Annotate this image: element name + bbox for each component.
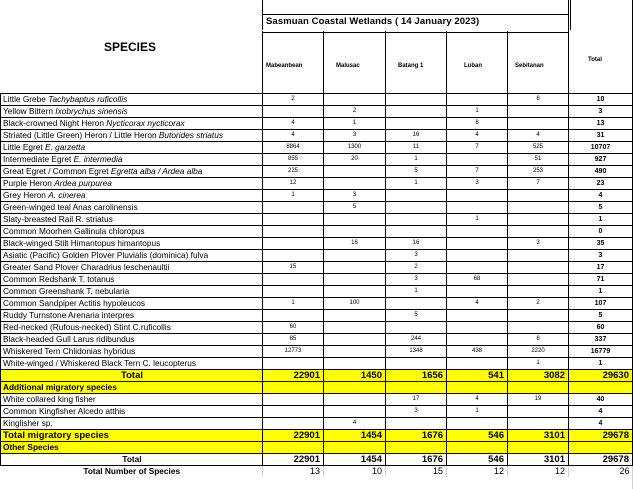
species-name-cell[interactable] [1, 334, 263, 346]
count-cell[interactable] [263, 250, 324, 262]
count-cell[interactable]: 3 [569, 106, 633, 118]
count-cell[interactable]: 1 [508, 358, 569, 370]
count-cell[interactable] [447, 310, 508, 322]
count-cell[interactable] [324, 226, 386, 238]
count-cell[interactable] [386, 106, 447, 118]
table-row [1, 262, 633, 274]
count-cell[interactable]: 1 [386, 178, 447, 190]
count-cell[interactable] [324, 310, 386, 322]
count-cell[interactable]: 4 [447, 130, 508, 142]
count-cell[interactable]: 0 [569, 226, 633, 238]
summary-value[interactable]: 546 [447, 454, 508, 466]
table-row [1, 106, 633, 118]
empty-cell[interactable] [447, 382, 508, 394]
summary-value[interactable]: 1656 [386, 370, 447, 382]
table-row [1, 358, 633, 370]
count-cell[interactable]: 5 [324, 202, 386, 214]
count-cell[interactable] [508, 202, 569, 214]
common-name: Common Sandpiper Actitis hypoleucos [3, 298, 146, 308]
table-row [1, 226, 633, 238]
count-cell[interactable]: 3 [386, 274, 447, 286]
col-header-total: Total [588, 57, 602, 63]
table-row [1, 214, 633, 226]
common-name: Black-winged Stilt Himantopus himantopus [3, 238, 161, 248]
species-name-cell[interactable]: Kinglisher sp. [1, 418, 263, 430]
species-name-cell[interactable] [1, 250, 263, 262]
count-cell[interactable] [447, 322, 508, 334]
count-cell[interactable]: 4 [508, 130, 569, 142]
summary-value[interactable]: 1454 [324, 454, 386, 466]
common-name: Little Egret [3, 142, 45, 152]
summary-value[interactable]: 29630 [569, 370, 633, 382]
summary-label[interactable]: Total migratory species [1, 430, 263, 442]
count-cell[interactable] [324, 262, 386, 274]
count-cell[interactable]: 7 [508, 178, 569, 190]
species-name-cell[interactable] [1, 298, 263, 310]
empty-cell[interactable] [508, 442, 569, 454]
count-cell[interactable]: 2220 [508, 346, 569, 358]
common-name: Intermediate Egret [3, 154, 74, 164]
count-cell[interactable] [386, 322, 447, 334]
species-heading: SPECIES [104, 40, 157, 54]
species-name-cell[interactable] [1, 202, 263, 214]
count-cell[interactable] [447, 262, 508, 274]
count-cell[interactable] [263, 238, 324, 250]
count-cell[interactable] [447, 94, 508, 106]
count-cell[interactable] [508, 310, 569, 322]
count-cell[interactable]: 2 [508, 298, 569, 310]
count-cell[interactable]: 4 [263, 130, 324, 142]
count-cell[interactable]: 1 [569, 286, 633, 298]
summary-value[interactable]: 22901 [263, 370, 324, 382]
count-cell[interactable] [447, 286, 508, 298]
table-row [1, 178, 633, 190]
col-header-malusac: Malusac [336, 63, 360, 69]
species-name-cell[interactable]: Common Kingfisher Alcedo atthis [1, 406, 263, 418]
summary-value[interactable]: 29678 [569, 430, 633, 442]
count-cell[interactable]: 16 [386, 238, 447, 250]
species-name-cell[interactable] [1, 130, 263, 142]
count-cell[interactable] [324, 166, 386, 178]
section-header-row [1, 442, 633, 454]
summary-value[interactable]: 29678 [569, 454, 633, 466]
common-name: Yellow Bittern [3, 106, 56, 116]
table-row [1, 406, 633, 418]
count-cell[interactable]: 1 [447, 106, 508, 118]
count-cell[interactable] [324, 358, 386, 370]
count-cell[interactable]: 85 [263, 334, 324, 346]
table-row [1, 334, 633, 346]
count-cell[interactable]: 4 [569, 418, 633, 430]
species-name-cell[interactable]: White collared king fisher [1, 394, 263, 406]
summary-value[interactable]: 541 [447, 370, 508, 382]
count-cell[interactable] [324, 214, 386, 226]
count-cell[interactable]: 16779 [569, 346, 633, 358]
scientific-name: Nycticorax nycticorax [106, 118, 185, 128]
count-cell[interactable] [263, 106, 324, 118]
count-cell[interactable]: 107 [569, 298, 633, 310]
count-cell[interactable] [263, 310, 324, 322]
count-cell[interactable] [324, 394, 386, 406]
count-cell[interactable]: 927 [569, 154, 633, 166]
count-cell[interactable]: 337 [569, 334, 633, 346]
count-cell[interactable]: 8 [508, 94, 569, 106]
count-cell[interactable]: 8 [508, 334, 569, 346]
count-cell[interactable]: 10 [569, 94, 633, 106]
table-row [1, 94, 633, 106]
table-row [1, 310, 633, 322]
count-cell[interactable]: 17 [386, 394, 447, 406]
count-cell[interactable] [324, 94, 386, 106]
count-cell[interactable]: 855 [263, 154, 324, 166]
summary-label[interactable]: Total [1, 454, 263, 466]
table-row [1, 274, 633, 286]
common-name: Striated (Little Green) Heron / Little Heron [3, 130, 159, 140]
summary-value[interactable]: 15 [386, 466, 447, 478]
count-cell[interactable] [447, 190, 508, 202]
count-cell[interactable] [447, 226, 508, 238]
count-cell[interactable]: 100 [324, 298, 386, 310]
table-row [1, 202, 633, 214]
count-cell[interactable]: 16 [386, 130, 447, 142]
species-name-cell[interactable] [1, 238, 263, 250]
count-cell[interactable]: 4 [447, 298, 508, 310]
count-cell[interactable]: 3 [508, 238, 569, 250]
count-cell[interactable]: 2 [386, 262, 447, 274]
scientific-name: Ixobrychus sinensis [55, 106, 128, 116]
count-cell[interactable] [447, 154, 508, 166]
count-cell[interactable] [386, 214, 447, 226]
count-cell[interactable] [386, 118, 447, 130]
common-name: Greater Sand Plover Charadrius leschenaultii [3, 262, 170, 272]
table-row [1, 142, 633, 154]
empty-cell[interactable] [386, 382, 447, 394]
species-table [0, 93, 633, 477]
species-name-cell[interactable] [1, 190, 263, 202]
count-cell[interactable]: 17 [569, 262, 633, 274]
count-cell[interactable] [324, 322, 386, 334]
summary-value[interactable]: 3101 [508, 454, 569, 466]
count-cell[interactable]: 438 [447, 346, 508, 358]
count-cell[interactable] [263, 226, 324, 238]
count-cell[interactable]: 1 [263, 298, 324, 310]
summary-value[interactable]: 12 [447, 466, 508, 478]
count-cell[interactable] [508, 322, 569, 334]
common-name: Black-headed Gull Larus ridibundus [3, 334, 135, 344]
count-cell[interactable]: 4 [263, 118, 324, 130]
count-cell[interactable]: 1 [447, 406, 508, 418]
empty-cell[interactable] [569, 382, 633, 394]
count-cell[interactable]: 1 [569, 358, 633, 370]
table-row [1, 394, 633, 406]
summary-value[interactable]: 546 [447, 430, 508, 442]
empty-cell[interactable] [263, 382, 324, 394]
summary-value[interactable]: 12 [508, 466, 569, 478]
summary-value[interactable]: 3101 [508, 430, 569, 442]
table-row [1, 322, 633, 334]
count-cell[interactable] [386, 226, 447, 238]
count-cell[interactable]: 4 [324, 418, 386, 430]
count-cell[interactable]: 490 [569, 166, 633, 178]
count-cell[interactable]: 3 [386, 406, 447, 418]
count-cell[interactable] [508, 250, 569, 262]
species-name-cell[interactable] [1, 94, 263, 106]
table-row [1, 166, 633, 178]
count-cell[interactable] [508, 286, 569, 298]
count-cell[interactable]: 3 [569, 250, 633, 262]
count-cell[interactable]: 16 [324, 238, 386, 250]
count-cell[interactable] [508, 106, 569, 118]
empty-cell[interactable] [324, 442, 386, 454]
count-cell[interactable]: 12 [263, 178, 324, 190]
section-label-other[interactable]: Other Species [1, 442, 263, 454]
count-cell[interactable]: 7 [447, 166, 508, 178]
count-cell[interactable] [386, 94, 447, 106]
count-cell[interactable]: 11 [386, 142, 447, 154]
empty-cell[interactable] [569, 442, 633, 454]
count-cell[interactable] [324, 178, 386, 190]
count-cell[interactable]: 2 [324, 106, 386, 118]
count-cell[interactable] [263, 394, 324, 406]
count-cell[interactable]: 35 [569, 238, 633, 250]
summary-label[interactable]: Total Number of Species [83, 466, 181, 476]
common-name: Green-winged teal Anas carolinensis [3, 202, 138, 212]
count-cell[interactable]: 10707 [569, 142, 633, 154]
summary-value[interactable]: 26 [569, 466, 633, 478]
count-cell[interactable]: 2 [263, 94, 324, 106]
empty-cell[interactable] [447, 442, 508, 454]
summary-value[interactable]: 1450 [324, 370, 386, 382]
count-cell[interactable]: 4 [569, 406, 633, 418]
count-cell[interactable] [386, 358, 447, 370]
scientific-name: Egretta alba / Ardea alba [110, 166, 203, 176]
count-cell[interactable]: 1300 [324, 142, 386, 154]
species-name-cell[interactable] [1, 262, 263, 274]
table-row [1, 154, 633, 166]
count-cell[interactable] [447, 250, 508, 262]
summary-row [1, 454, 633, 466]
common-name: Grey Heron [3, 190, 49, 200]
scientific-name: E. garzetta [44, 142, 86, 152]
count-cell[interactable]: 23 [569, 178, 633, 190]
count-cell[interactable]: 5 [569, 202, 633, 214]
summary-value[interactable]: 1454 [324, 430, 386, 442]
scientific-name: Ardea purpurea [54, 178, 112, 188]
empty-cell[interactable] [508, 382, 569, 394]
count-cell[interactable]: 68 [447, 274, 508, 286]
column-header-row [262, 31, 632, 93]
empty-cell[interactable] [263, 442, 324, 454]
count-cell[interactable] [263, 406, 324, 418]
common-name: Black-crowned Night Heron [3, 118, 107, 128]
count-cell[interactable]: 1 [386, 286, 447, 298]
scientific-name: E. intermedia [73, 154, 123, 164]
common-name: Ruddy Turnstone Arenaria interpres [3, 310, 134, 320]
count-cell[interactable] [386, 298, 447, 310]
species-name-cell[interactable] [1, 214, 263, 226]
count-cell[interactable]: 4 [447, 394, 508, 406]
count-cell[interactable]: 3 [324, 130, 386, 142]
survey-title: Sasmuan Coastal Wetlands ( 14 January 2023) [266, 16, 480, 27]
count-cell[interactable]: 1 [569, 214, 633, 226]
species-name-cell[interactable] [1, 274, 263, 286]
table-row [1, 418, 633, 430]
scientific-name: Butorides striatus [158, 130, 223, 140]
empty-cell[interactable] [386, 442, 447, 454]
scientific-name: Tachybaptus ruficollis [48, 94, 128, 104]
count-cell[interactable]: 1348 [386, 346, 447, 358]
species-name-cell[interactable] [1, 154, 263, 166]
summary-value[interactable]: 10 [324, 466, 386, 478]
summary-value[interactable]: 1676 [386, 454, 447, 466]
count-cell[interactable] [263, 418, 324, 430]
count-cell[interactable]: 8 [447, 118, 508, 130]
count-cell[interactable] [324, 334, 386, 346]
count-cell[interactable]: 5 [386, 310, 447, 322]
count-cell[interactable]: 3 [386, 250, 447, 262]
common-name: Little Grebe [3, 94, 49, 104]
count-cell[interactable]: 5 [569, 310, 633, 322]
table-row [1, 286, 633, 298]
count-cell[interactable]: 253 [508, 166, 569, 178]
count-cell[interactable] [386, 418, 447, 430]
common-name: Great Egret / Common Egret [3, 166, 111, 176]
species-name-cell[interactable] [1, 142, 263, 154]
count-cell[interactable]: 225 [263, 166, 324, 178]
species-name-cell[interactable] [1, 358, 263, 370]
common-name: Red-necked (Rufous-necked) Stint C.ruficollis [3, 322, 171, 332]
common-name: Common Greenshank T. nebularia [3, 286, 130, 296]
col-header-luban: Luban [464, 63, 482, 69]
count-cell[interactable]: 3 [324, 190, 386, 202]
count-cell[interactable] [508, 226, 569, 238]
table-row [1, 346, 633, 358]
table-row [1, 250, 633, 262]
count-cell[interactable] [324, 406, 386, 418]
species-name-cell[interactable] [1, 346, 263, 358]
count-cell[interactable] [386, 190, 447, 202]
count-cell[interactable]: 1 [386, 154, 447, 166]
count-cell[interactable]: 1 [447, 214, 508, 226]
count-cell[interactable] [447, 334, 508, 346]
count-cell[interactable] [263, 274, 324, 286]
table-row [1, 130, 633, 142]
count-cell[interactable]: 19 [508, 394, 569, 406]
count-cell[interactable] [508, 418, 569, 430]
summary-value[interactable]: 1676 [386, 430, 447, 442]
table-row [1, 298, 633, 310]
count-cell[interactable]: 60 [569, 322, 633, 334]
species-name-cell[interactable] [1, 106, 263, 118]
count-cell[interactable]: 1 [324, 118, 386, 130]
summary-value[interactable]: 13 [263, 466, 324, 478]
count-cell[interactable]: 60 [263, 322, 324, 334]
common-name: White-winged / Whiskered Black Tern C. leucopterus [3, 358, 197, 368]
section-header-row [1, 382, 633, 394]
count-cell[interactable] [447, 358, 508, 370]
count-cell[interactable] [324, 286, 386, 298]
count-cell[interactable] [447, 238, 508, 250]
table-row [1, 238, 633, 250]
count-cell[interactable] [447, 202, 508, 214]
scientific-name: A. cinerea [48, 190, 86, 200]
count-cell[interactable]: 7 [447, 142, 508, 154]
count-cell[interactable] [324, 274, 386, 286]
table-row [1, 118, 633, 130]
common-name: Asiatic (Pacific) Golden Plover Pluvialis (dominica) fulva [3, 250, 209, 260]
summary-row [1, 430, 633, 442]
count-cell[interactable]: 31 [569, 130, 633, 142]
count-cell[interactable]: 525 [508, 142, 569, 154]
count-cell[interactable]: 5 [386, 166, 447, 178]
count-cell[interactable]: 12773 [263, 346, 324, 358]
count-cell[interactable] [508, 118, 569, 130]
count-cell[interactable] [508, 190, 569, 202]
common-name: Whiskered Tern Chlidonias hybridus [3, 346, 136, 356]
count-cell[interactable]: 20 [324, 154, 386, 166]
count-cell[interactable]: 71 [569, 274, 633, 286]
species-name-cell[interactable] [1, 226, 263, 238]
table-row [1, 190, 633, 202]
col-header-batang: Batang 1 [398, 63, 424, 69]
summary-value[interactable]: 22901 [263, 454, 324, 466]
count-cell[interactable]: 51 [508, 154, 569, 166]
count-cell[interactable] [263, 286, 324, 298]
summary-row [1, 370, 633, 382]
common-name: Common Moorhen Gallinula chloropus [3, 226, 145, 236]
summary-value[interactable]: 3082 [508, 370, 569, 382]
summary-label[interactable]: Total [1, 370, 263, 382]
species-name-cell[interactable] [1, 286, 263, 298]
species-name-cell[interactable] [1, 178, 263, 190]
summary-row [1, 466, 633, 478]
count-cell[interactable] [447, 418, 508, 430]
count-cell[interactable] [508, 214, 569, 226]
species-name-cell[interactable] [1, 118, 263, 130]
count-cell[interactable]: 15 [263, 262, 324, 274]
common-name: Purple Heron [3, 178, 55, 188]
count-cell[interactable] [263, 202, 324, 214]
count-cell[interactable] [324, 346, 386, 358]
count-cell[interactable] [386, 202, 447, 214]
count-cell[interactable] [263, 214, 324, 226]
species-name-cell[interactable] [1, 310, 263, 322]
species-name-cell[interactable] [1, 322, 263, 334]
count-cell[interactable]: 8864 [263, 142, 324, 154]
count-cell[interactable]: 4 [569, 190, 633, 202]
species-name-cell[interactable] [1, 166, 263, 178]
common-name: Slaty-breasted Rail R. striatus [3, 214, 113, 224]
count-cell[interactable] [508, 406, 569, 418]
count-cell[interactable]: 13 [569, 118, 633, 130]
count-cell[interactable] [508, 262, 569, 274]
count-cell[interactable] [508, 274, 569, 286]
count-cell[interactable]: 40 [569, 394, 633, 406]
count-cell[interactable]: 3 [447, 178, 508, 190]
count-cell[interactable] [324, 250, 386, 262]
col-header-mabeanbean: Mabeanbean [266, 63, 303, 69]
empty-cell[interactable] [324, 382, 386, 394]
count-cell[interactable]: 1 [263, 190, 324, 202]
common-name: Common Redshank T. totanus [3, 274, 115, 284]
section-label-additional[interactable]: Additional migratory species [1, 382, 263, 394]
summary-value[interactable]: 22901 [263, 430, 324, 442]
count-cell[interactable] [263, 358, 324, 370]
count-cell[interactable]: 244 [386, 334, 447, 346]
col-header-sebitanan: Sebitanan [515, 63, 544, 69]
